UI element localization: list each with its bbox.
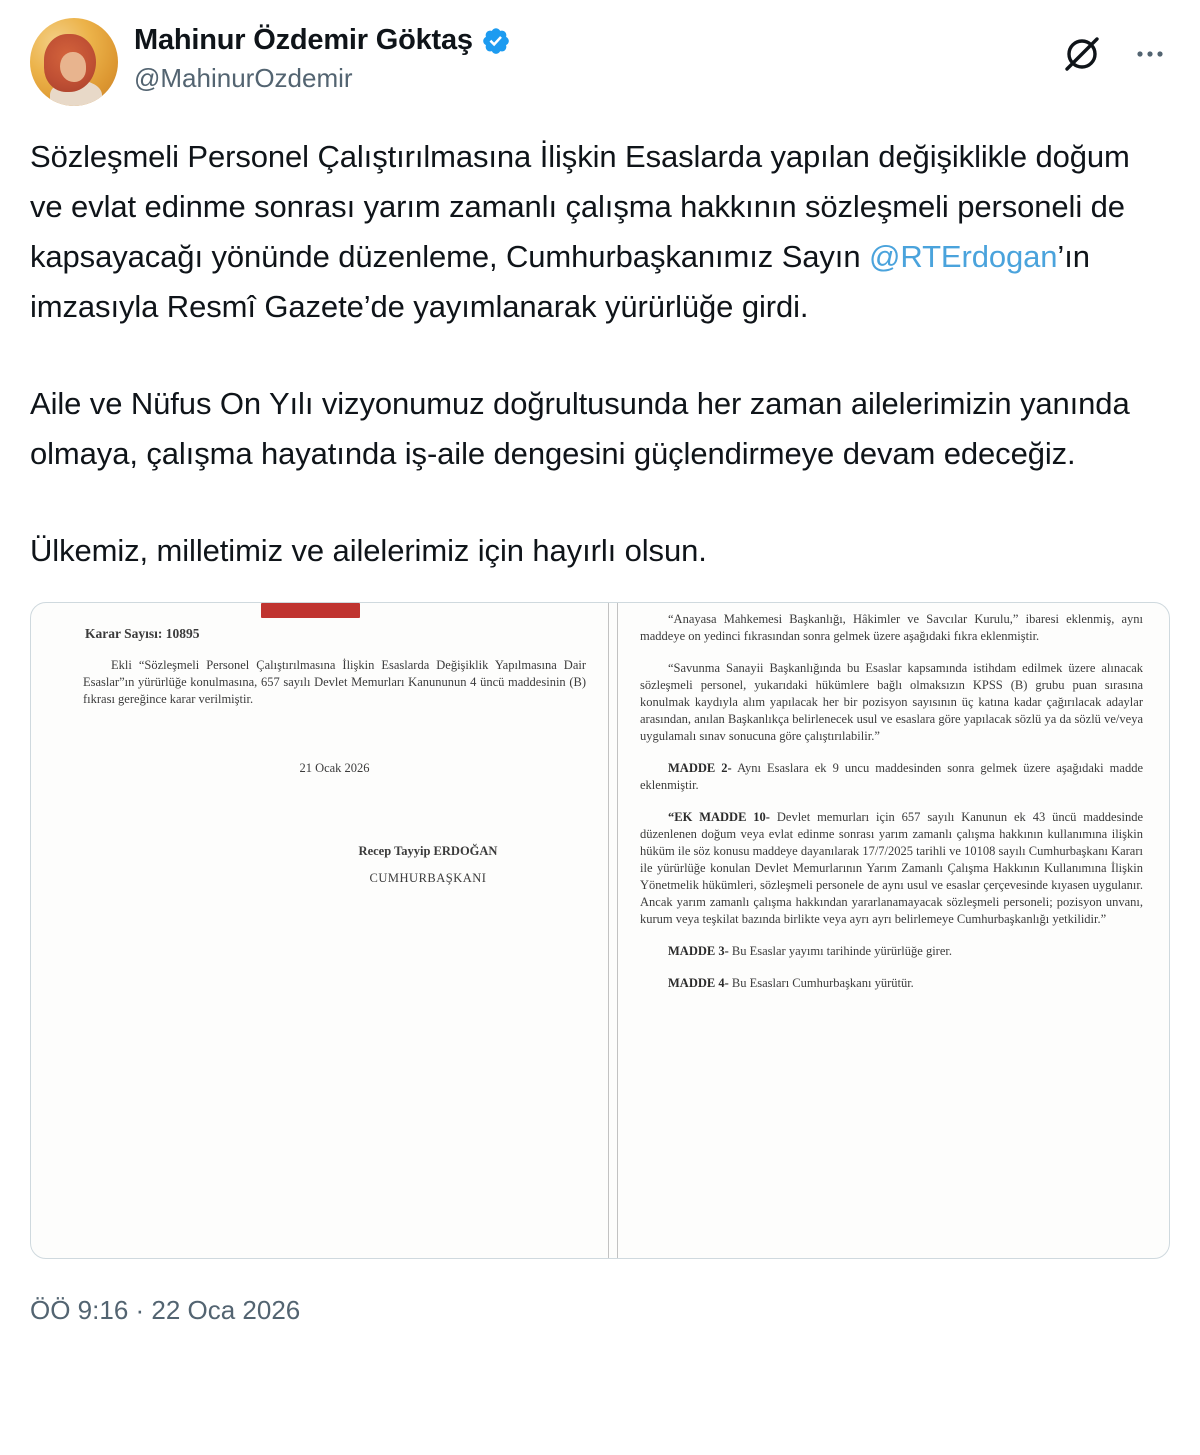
avatar[interactable] bbox=[30, 18, 118, 106]
decree-article-4 bbox=[640, 975, 1143, 992]
document-pages bbox=[31, 603, 1169, 1258]
header-actions bbox=[1060, 18, 1170, 76]
signature-title: CUMHURBAŞKANI bbox=[369, 871, 487, 885]
signature-name: Recep Tayyip ERDOĞAN bbox=[358, 844, 498, 858]
decree-body: Ekli “Sözleşmeli Personel Çalıştırılmasına İlişkin Esaslarda Değişiklik Yapılmasına Dair Esaslar”ın yürürlüğe konulmasına, 657 sayılı Devlet Memurları Kanununun 4 üncü maddesinin (B) fıkrası gereğince karar verilmiştir. bbox=[83, 658, 586, 706]
article-label: MADDE 4- bbox=[668, 976, 729, 990]
article-text: Bu Esaslar yayımı tarihinde yürürlüğe girer. bbox=[728, 944, 952, 958]
decree-date: 21 Ocak 2026 bbox=[299, 761, 370, 775]
verified-badge-icon bbox=[481, 26, 511, 56]
tweet-header bbox=[30, 18, 1170, 106]
user-identity bbox=[134, 18, 1060, 94]
attached-document-image[interactable] bbox=[30, 602, 1170, 1259]
article-label: “EK MADDE 10- bbox=[668, 810, 770, 824]
tweet-text-segment: ’ın imzasıyla Resmî Gazete’de yayımlanarak yürürlüğe girdi. bbox=[30, 239, 1090, 324]
decree-clause: “Savunma Sanayii Başkanlığında bu Esaslar kapsamında istihdam edilmek üzere alınacak sözleşmeli personel, yukarıdaki hükümlere bağlı olmaksızın KPSS (B) grubu puan sırasına konulmak kaydıyla alım yapılacak her bir pozisyon sayısının üç katına kadar çağırılacak adaylar arasından, anılan Başkanlıkça belirlenecek usul ve esaslara göre yapılacak sözlü ya da sözlü ve/veya uygulamalı sınav sonucuna göre çalıştırılabilir.” bbox=[640, 661, 1143, 743]
decree-article-2 bbox=[640, 760, 1143, 794]
decree-signature bbox=[318, 843, 538, 887]
tweet-paragraph-3: Ülkemiz, milletimiz ve ailelerimiz için hayırlı olsun. bbox=[30, 533, 707, 568]
page-divider bbox=[609, 603, 617, 1258]
tweet-paragraph-1 bbox=[30, 132, 1170, 332]
tweet-text-segment: Sözleşmeli Personel Çalıştırılmasına İlişkin Esaslarda yapılan değişiklikle doğum ve evlat edinme sonrası yarım zamanlı çalışma hakkının sözleşmeli personeli de kapsayacağı yönünde düzenleme, Cumhurbaşkanımız Sayın bbox=[30, 139, 1130, 274]
more-button[interactable] bbox=[1130, 34, 1170, 74]
document-page-left bbox=[31, 603, 609, 1258]
article-text: Aynı Esaslara ek 9 uncu maddesinden sonra gelmek üzere aşağıdaki madde eklenmiştir. bbox=[640, 761, 1143, 792]
document-page-right bbox=[617, 603, 1169, 1258]
grok-icon[interactable] bbox=[1060, 32, 1104, 76]
article-text: Bu Esasları Cumhurbaşkanı yürütür. bbox=[728, 976, 914, 990]
redaction-bar bbox=[261, 603, 360, 618]
decree-article-3 bbox=[640, 943, 1143, 960]
display-name[interactable]: Mahinur Özdemir Göktaş bbox=[134, 24, 473, 56]
article-label: MADDE 3- bbox=[668, 944, 729, 958]
decree-number: Karar Sayısı: 10895 bbox=[85, 626, 200, 641]
decree-ek-madde-10 bbox=[640, 809, 1143, 928]
user-handle[interactable]: @MahinurOzdemir bbox=[134, 63, 353, 93]
article-text: Devlet memurları için 657 sayılı Kanunun ek 43 üncü maddesinde düzenlenen doğum veya evlat edinme sonrası yarım zamanlı çalışma hakkının kullanımına ilişkin hüküm ile söz konusu maddeye dayanılarak 17/7/2025 tarihli ve 10108 sayılı Cumhurbaşkanı Kararı ile yürürlüğe konulan Devlet Memurlarının Yarım Zamanlı Çalışma Hakkının Kullanımına İlişkin Yönetmelik hükümleri, sözleşmeli personele de aynı usul ve esaslar çerçevesinde kıyasen uygulanır. Ancak yarım zamanlı çalışma hakkından yararlanamayacak sözleşmeli personeli; pozisyon unvanı, kurum veya teşkilat bazında birlikte veya ayrı ayrı belirlemeye Cumhurbaşkanlığı yetkilidir.” bbox=[640, 810, 1143, 926]
mention-link[interactable]: @RTErdogan bbox=[868, 239, 1058, 274]
decree-clause: “Anayasa Mahkemesi Başkanlığı, Hâkimler ve Savcılar Kurulu,” ibaresi eklenmiş, aynı maddeye on yedinci fıkrasından sonra gelmek üzere aşağıdaki fıkra eklenmiştir. bbox=[640, 612, 1143, 643]
avatar-face bbox=[60, 52, 86, 82]
tweet-paragraph-2: Aile ve Nüfus On Yılı vizyonumuz doğrultusunda her zaman ailelerimizin yanında olmaya, çalışma hayatında iş-aile dengesini güçlendirmeye devam edeceğiz. bbox=[30, 386, 1130, 471]
article-label: MADDE 2- bbox=[668, 761, 732, 775]
tweet-text bbox=[30, 132, 1170, 576]
timestamp[interactable]: ÖÖ 9:16 · 22 Oca 2026 bbox=[30, 1295, 301, 1325]
